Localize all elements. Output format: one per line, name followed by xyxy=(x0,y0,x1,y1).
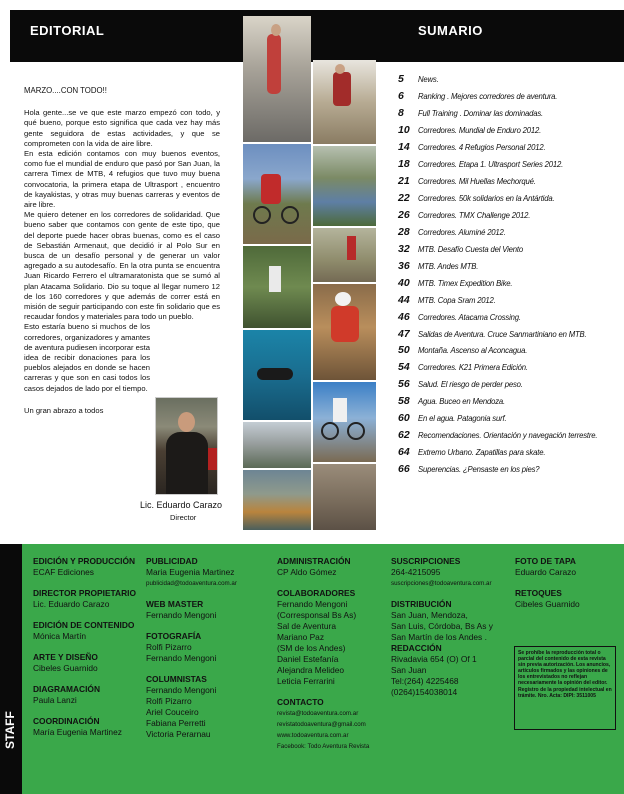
photo-hill-runner xyxy=(313,228,376,282)
staff-heading: RETOQUES xyxy=(515,588,562,598)
toc-item[interactable]: 18 Corredores. Etapa 1. Ultrasport Series 2012. xyxy=(398,158,564,171)
toc-item[interactable]: 10 Corredores. Mundial de Enduro 2012. xyxy=(398,124,542,137)
staff-value: Rolfi Pizarro xyxy=(146,696,192,706)
staff-value: ECAF Ediciones xyxy=(33,567,94,577)
staff-value: Rivadavia 654 (O) Of 1 xyxy=(391,654,477,664)
editorial-heading: EDITORIAL xyxy=(30,23,105,38)
staff-value: 264-4215095 xyxy=(391,567,441,577)
staff-heading: DIRECTOR PROPIETARIO xyxy=(33,588,136,598)
contact-website[interactable]: www.todoaventura.com.ar xyxy=(277,732,349,739)
staff-section xyxy=(0,544,624,794)
staff-heading: REDACCIÓN xyxy=(391,643,442,653)
toc-item[interactable]: 8 Full Training . Dominar las dominadas. xyxy=(398,107,543,120)
photo-strip xyxy=(243,16,378,531)
staff-value: (SM de los Andes) xyxy=(277,643,346,653)
toc-item[interactable]: 47 Salidas de Aventura. Cruce Sanmartiniano en MTB. xyxy=(398,327,587,340)
staff-value: Cibeles Guarnido xyxy=(515,599,580,609)
editorial-paragraph: En esta edición contamos con muy buenos eventos, como fue el mundial de enduro que pasó por San Juan, la carrera Timex de MTB, 4 refugios que tuvo muy buena convocatoria, la primera etapa de Ultrasport , encuentro de kayakistas, y otras muy buenas carreras y eventos de aire libre. xyxy=(24,149,220,210)
photo-diving xyxy=(243,330,311,420)
photo-enduro-moto xyxy=(313,284,376,380)
staff-value: Fernando Mengoni xyxy=(146,610,217,620)
staff-value: (0264)154038014 xyxy=(391,687,458,697)
toc-item[interactable]: 44 MTB. Copa Sram 2012. xyxy=(398,293,496,306)
toc-item[interactable]: 6 Ranking . Mejores corredores de aventura. xyxy=(398,90,558,103)
staff-value: San Luis, Córdoba, Bs As y xyxy=(391,621,493,631)
staff-heading: CONTACTO xyxy=(277,697,324,707)
director-title: Director xyxy=(170,513,197,522)
photo-mountain-runner xyxy=(313,60,376,144)
toc-item[interactable]: 54 Corredores. K21 Primera Edición. xyxy=(398,361,528,374)
photo-trail-runner xyxy=(243,246,311,328)
toc-item[interactable]: 46 Corredores. Atacama Crossing. xyxy=(398,310,521,323)
toc-item[interactable]: 22 Corredores. 50k solidarios en la Antártida. xyxy=(398,192,555,205)
staff-heading: EDICIÓN DE CONTENIDO xyxy=(33,620,135,630)
director-name: Lic. Eduardo Carazo xyxy=(140,500,223,510)
staff-column-3 xyxy=(277,556,389,762)
toc-item[interactable]: 56 Salud. El riesgo de perder peso. xyxy=(398,378,523,391)
photo-kayak-group xyxy=(243,470,311,530)
staff-value: San Juan, Mendoza, xyxy=(391,610,468,620)
staff-value: San Juan xyxy=(391,665,427,675)
staff-heading: COLABORADORES xyxy=(277,588,356,598)
staff-heading: WEB MASTER xyxy=(146,599,204,609)
copyright-notice: Se prohíbe la reproducción total o parcial del contenido de esta revista sin previa autorización. Los anuncios, artículos firmados y las opiniones de los entrevistados no reflejan necesariamente la opinión del editor. Registro de la propiedad intelectual en trámite. Nro. Acta: DIPI: 3511005 xyxy=(514,646,616,730)
editorial-title: MARZO....CON TODO!! xyxy=(24,86,107,95)
staff-heading: DIAGRAMACIÓN xyxy=(33,684,100,694)
staff-column-4 xyxy=(391,556,513,708)
staff-column-5 xyxy=(515,556,617,620)
staff-value: Fernando Mengoni xyxy=(277,599,348,609)
photo-lake-valley xyxy=(313,146,376,226)
editorial-signoff: Un gran abrazo a todos xyxy=(24,405,104,415)
staff-value: Eduardo Carazo xyxy=(515,567,576,577)
staff-value: María Eugenia Martinez xyxy=(33,727,122,737)
staff-column-2 xyxy=(146,556,274,750)
toc-item[interactable]: 36 MTB. Andes MTB. xyxy=(398,259,479,272)
staff-value: (Corresponsal Bs As) xyxy=(277,610,357,620)
photo-mountain-peak xyxy=(243,422,311,468)
toc-item[interactable]: 64 Extremo Urbano. Zapatillas para skate. xyxy=(398,446,546,459)
staff-value: Fernando Mengoni xyxy=(146,685,217,695)
photo-gym-training xyxy=(243,16,311,142)
staff-heading: DISTRIBUCIÓN xyxy=(391,599,452,609)
editorial-text xyxy=(24,86,220,416)
staff-value: Paula Lanzi xyxy=(33,695,77,705)
staff-heading: FOTOGRAFÍA xyxy=(146,631,202,641)
staff-value: Mónica Martín xyxy=(33,631,87,641)
staff-value: Alejandra Melideo xyxy=(277,665,345,675)
toc-item[interactable]: 32 MTB. Desafío Cuesta del Viento xyxy=(398,242,523,255)
editorial-paragraph: Me quiero detener en los corredores de solidaridad. Que bueno saber que contamos con gente de este tipo, que del deporte puede hacer obras buenas, como es el caso de Sebastián Armenaut, que decidió ir al Polo Sur en busca de un desafío personal y de generar un valor agregado a su autodesafío. En la otra punta se encuentra Juan Ricardo Ferrero el ultramaratonista que se sumó al plan Atacama Solidario. Dio su toque al llegar numero 12 de los 160 corredores y que además de correr está en misión de seguir participando con este fin solidario que es recaudar fondos y materiales para todo un pueblo. xyxy=(24,210,220,322)
staff-heading: PUBLICIDAD xyxy=(146,556,198,566)
photo-rocky-slope xyxy=(313,464,376,530)
toc-item[interactable]: 40 MTB. Timex Expedition Bike. xyxy=(398,276,513,289)
toc-item[interactable]: 14 Corredores. 4 Refugios Personal 2012. xyxy=(398,141,546,154)
staff-column-1 xyxy=(33,556,141,748)
staff-heading: COORDINACIÓN xyxy=(33,716,100,726)
photo-mountain-bike xyxy=(243,144,311,244)
staff-value: San Martín de los Andes . xyxy=(391,632,487,642)
sumario-heading: SUMARIO xyxy=(418,23,483,38)
contact-email[interactable]: revistatodoaventura@gmail.com xyxy=(277,721,366,728)
staff-value: Mariano Paz xyxy=(277,632,325,642)
subscriptions-email[interactable]: suscripciones@todoaventura.com.ar xyxy=(391,580,492,587)
staff-heading: SUSCRIPCIONES xyxy=(391,556,461,566)
toc-item[interactable]: 26 Corredores. TMX Challenge 2012. xyxy=(398,208,531,221)
staff-value: Fabiana Perretti xyxy=(146,718,206,728)
staff-heading: FOTO DE TAPA xyxy=(515,556,576,566)
staff-value: Tel:(264) 4225468 xyxy=(391,676,459,686)
toc-item[interactable]: 60 En el agua. Patagonia surf. xyxy=(398,412,507,425)
publicidad-email[interactable]: publicidad@todoaventura.com.ar xyxy=(146,580,237,587)
toc-item[interactable]: 5 News. xyxy=(398,73,439,86)
staff-value: Daniel Estefanía xyxy=(277,654,339,664)
toc-item[interactable]: 50 Montaña. Ascenso al Aconcagua. xyxy=(398,344,528,357)
toc-item[interactable]: 62 Recomendaciones. Orientación y navegación terrestre. xyxy=(398,429,598,442)
contact-email[interactable]: revista@todoaventura.com.ar xyxy=(277,710,359,717)
photo-bike-group xyxy=(313,382,376,462)
staff-value: Sal de Aventura xyxy=(277,621,336,631)
staff-value: Leticia Ferrarini xyxy=(277,676,335,686)
toc-item[interactable]: 58 Agua. Buceo en Mendoza. xyxy=(398,395,506,408)
staff-value: Fernando Mengoni xyxy=(146,653,217,663)
toc-item[interactable]: 66 Superencias. ¿Pensaste en los pies? xyxy=(398,463,540,476)
staff-value: Lic. Eduardo Carazo xyxy=(33,599,110,609)
staff-tab: STAFF xyxy=(0,544,22,794)
editorial-paragraph: Hola gente...se ve que este marzo empezó con todo, y qué bueno, porque esto significa que cada vez hay más gente seguidora de estas actividades, y que se comprometen con la vida de aire libre. xyxy=(24,108,220,148)
contact-facebook[interactable]: Facebook: Todo Aventura Revista xyxy=(277,743,370,750)
staff-heading: EDICIÓN Y PRODUCCIÓN xyxy=(33,556,136,566)
staff-heading: COLUMNISTAS xyxy=(146,674,207,684)
staff-heading: ARTE Y DISEÑO xyxy=(33,652,98,662)
staff-value: Rolfi Pizarro xyxy=(146,642,192,652)
editorial-paragraph: Esto estaría bueno si muchos de los corredores, organizadores y amantes de aventura pudiesen incorporar esta idea de recibir donaciones para los pueblos alejados en donde se hacen carreras y que son en casi todos los casos dejados de lado por el tiempo. xyxy=(24,322,150,393)
toc-item[interactable]: 21 Corredores. Mil Huellas Mechorqué. xyxy=(398,175,536,188)
staff-value: CP Aldo Gómez xyxy=(277,567,337,577)
staff-value: Cibeles Guarnido xyxy=(33,663,98,673)
staff-value: Maria Eugenia Martinez xyxy=(146,567,235,577)
staff-heading: ADMINISTRACIÓN xyxy=(277,556,351,566)
staff-value: Ariel Couceiro xyxy=(146,707,199,717)
staff-value: Victoria Perarnau xyxy=(146,729,211,739)
director-photo xyxy=(155,397,218,495)
toc-item[interactable]: 28 Corredores. Aluminé 2012. xyxy=(398,225,506,238)
sumario-list xyxy=(398,71,620,478)
